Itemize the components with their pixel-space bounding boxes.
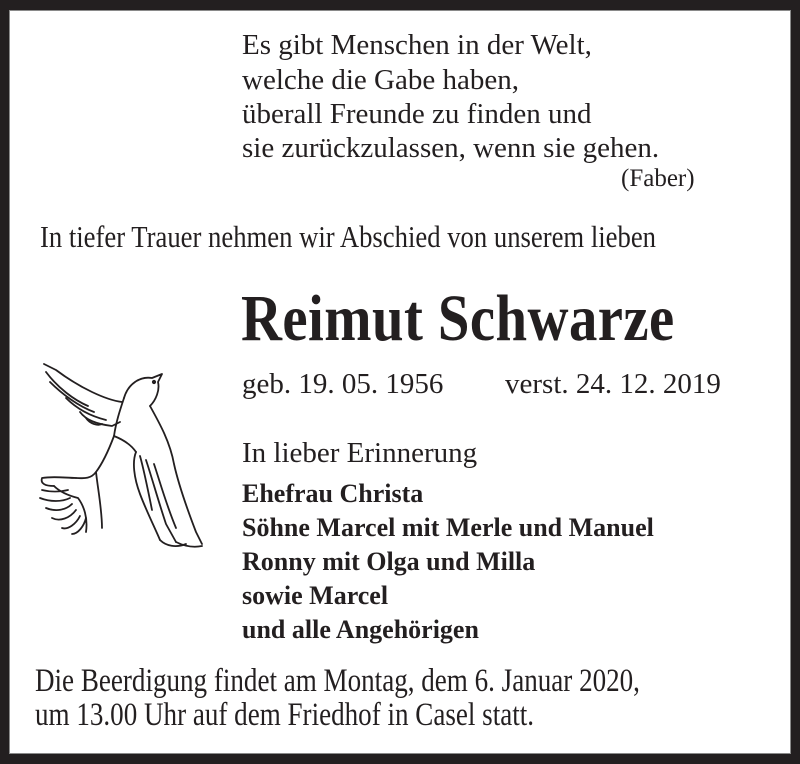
poem-author: (Faber) <box>621 165 695 192</box>
birth-date: geb. 19. 05. 1956 <box>242 368 444 400</box>
poem-line: überall Freunde zu finden und <box>242 98 592 130</box>
poem-line: Es gibt Menschen in der Welt, <box>242 29 592 61</box>
deceased-name: Reimut Schwarze <box>241 282 675 355</box>
mourner-line: und alle Angehörigen <box>242 615 479 644</box>
death-date: verst. 24. 12. 2019 <box>505 368 721 400</box>
memory-heading: In lieber Erinnerung <box>242 437 478 469</box>
mourner-line: Ronny mit Olga und Milla <box>242 547 536 576</box>
mourner-line: Ehefrau Christa <box>242 479 424 508</box>
funeral-line: um 13.00 Uhr auf dem Friedhof in Casel statt. <box>35 697 535 733</box>
poem-line: sie zurückzulassen, wenn sie gehen. <box>242 132 660 164</box>
dove-icon <box>36 360 211 552</box>
intro-text: In tiefer Trauer nehmen wir Abschied von unserem lieben <box>40 219 656 254</box>
funeral-line: Die Beerdigung findet am Montag, dem 6. Januar 2020, <box>35 663 640 699</box>
mourner-line: sowie Marcel <box>242 581 389 610</box>
mourner-line: Söhne Marcel mit Merle und Manuel <box>242 513 654 542</box>
poem-line: welche die Gabe haben, <box>242 64 519 96</box>
